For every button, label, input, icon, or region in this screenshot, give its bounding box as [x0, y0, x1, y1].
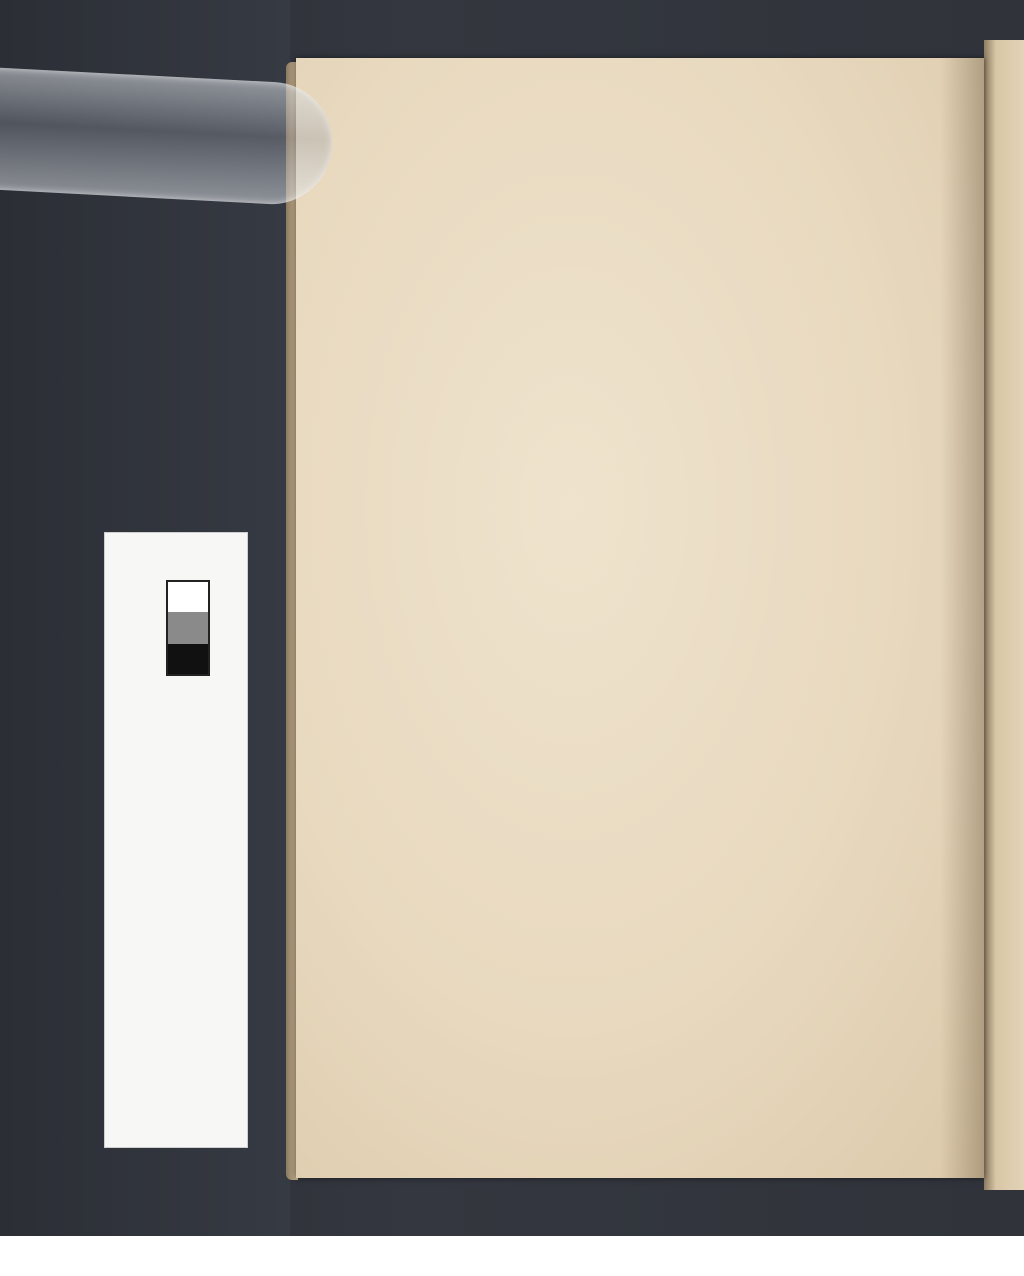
page-gutter-shadow — [940, 58, 984, 1178]
centimeter-ruler — [166, 770, 220, 1130]
gray-scale-label — [158, 660, 198, 780]
white-swatch — [166, 580, 210, 614]
book-page — [296, 58, 984, 1178]
barcode-logo-icon — [6, 1242, 46, 1270]
footer-bar — [0, 1236, 1024, 1276]
library-name — [98, 532, 158, 1146]
gray-swatch — [166, 612, 210, 646]
facing-page — [984, 40, 1024, 1190]
glass-page-holder — [0, 67, 335, 207]
